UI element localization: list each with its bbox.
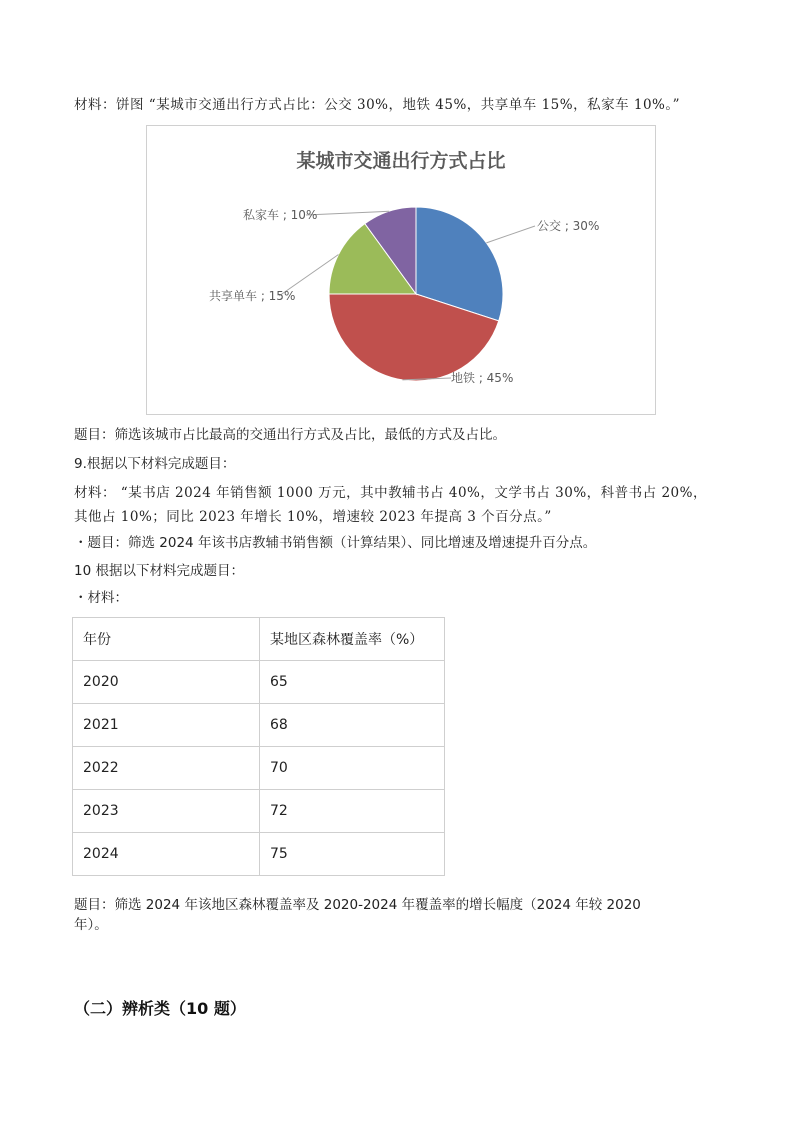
forest-coverage-table: [72, 617, 445, 876]
table-cell-coverage: 72: [260, 790, 445, 833]
table-cell-year: 2023: [73, 790, 260, 833]
q10-heading: 10 根据以下材料完成题目：: [74, 563, 244, 579]
pie-material-text: 材料：饼图 “某城市交通出行方式占比：公交 30%，地铁 45%，共享单车 15%，私家车 10%。”: [74, 97, 681, 113]
q10-material-label: ・材料：: [74, 590, 128, 606]
table-header-year: 年份: [73, 618, 260, 661]
slice-label-1: 地铁 ; 45%: [451, 371, 514, 385]
table-cell-year: 2021: [73, 704, 260, 747]
q9-heading: 9.根据以下材料完成题目：: [74, 456, 236, 472]
slice-label-0: 公交 ; 30%: [537, 219, 600, 233]
table-row: [73, 661, 445, 704]
q10-question-line2: 年）。: [74, 917, 108, 933]
table-cell-coverage: 70: [260, 747, 445, 790]
slice-label-3: 私家车 ; 10%: [243, 208, 318, 222]
pie-chart: [146, 125, 656, 415]
q9-question: ・题目：筛选 2024 年该书店教辅书销售额（计算结果）、同比增速及增速提升百分点。: [74, 535, 597, 551]
table-cell-coverage: 75: [260, 833, 445, 876]
table-header-row: [73, 618, 445, 661]
q10-question-line1: 题目：筛选 2024 年该地区森林覆盖率及 2020-2024 年覆盖率的增长幅度（2024 年较 2020: [74, 897, 641, 913]
table-row: [73, 747, 445, 790]
slice-label-2: 共享单车 ; 15%: [209, 289, 296, 303]
table-cell-year: 2022: [73, 747, 260, 790]
table-cell-coverage: 68: [260, 704, 445, 747]
pie-chart-svg: [147, 126, 655, 414]
table-header-coverage: 某地区森林覆盖率（%）: [260, 618, 445, 661]
leader-line-3: [306, 211, 389, 215]
q9-material-line2: 其他占 10%；同比 2023 年增长 10%，增速较 2023 年提高 3 个百分点。”: [74, 509, 552, 525]
table-row: [73, 833, 445, 876]
chart-title: 某城市交通出行方式占比: [296, 150, 506, 172]
table-row: [73, 790, 445, 833]
leader-line-0: [486, 226, 535, 243]
pie-question-text: 题目：筛选该城市占比最高的交通出行方式及占比，最低的方式及占比。: [74, 427, 506, 443]
section-heading: （二）辨析类（10 题）: [74, 999, 246, 1018]
table-row: [73, 704, 445, 747]
table-cell-year: 2020: [73, 661, 260, 704]
q9-material-line1: 材料： “某书店 2024 年销售额 1000 万元，其中教辅书占 40%，文学书占 30%，科普书占 20%，: [74, 485, 707, 501]
table-cell-coverage: 65: [260, 661, 445, 704]
table-cell-year: 2024: [73, 833, 260, 876]
